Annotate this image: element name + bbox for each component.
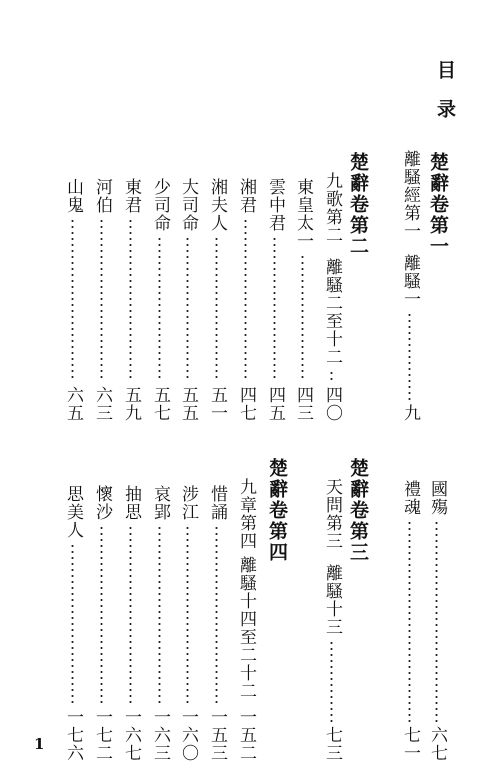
entry-subtitle: 離騷十四至二十二 — [236, 556, 256, 700]
dot-leader — [179, 525, 196, 704]
entry-subtitle: 離騷二至十二 — [322, 258, 342, 366]
toc-entry — [179, 485, 196, 762]
entry-name: 少司命 — [150, 178, 170, 232]
toc-entry-lisao — [401, 150, 418, 422]
dot-leader — [122, 218, 139, 382]
entry-name: 湘君 — [236, 178, 256, 214]
volume-1-title — [428, 152, 447, 257]
toc-entry-guoshang — [428, 480, 445, 762]
entry-name: 九歌第二 — [322, 172, 342, 244]
dot-leader — [294, 254, 311, 382]
entry-page: 四三 — [293, 386, 313, 422]
entry-page: 一六三 — [150, 708, 170, 762]
toc-entry — [266, 178, 283, 422]
dot-leader — [266, 236, 283, 382]
entry-name: 河伯 — [92, 178, 112, 214]
entry-subtitle: 離騷一 — [400, 254, 420, 308]
entry-name: 九章第四 — [236, 478, 256, 550]
toc-entry — [122, 178, 139, 422]
entry-name: 抽思 — [121, 485, 141, 521]
entry-page: 五九 — [121, 386, 141, 422]
dot-leader — [323, 640, 340, 722]
entry-page: 一六〇 — [178, 708, 198, 762]
entry-name: 山鬼 — [63, 178, 83, 214]
dot-leader — [93, 218, 110, 382]
entry-page: 五五 — [178, 386, 198, 422]
entry-name: 離騷經第一 — [400, 150, 420, 240]
volume-2-title-text: 楚辭卷第二 — [347, 152, 369, 257]
toc-entry — [151, 178, 168, 422]
toc-entry — [93, 485, 110, 762]
dot-leader — [93, 525, 110, 704]
toc-entry-tianwen — [323, 478, 340, 762]
entry-page: 四七 — [236, 386, 256, 422]
entry-page: 六七 — [427, 726, 447, 762]
entry-name: 東皇太一 — [293, 178, 313, 250]
dot-leader — [401, 312, 418, 400]
toc-entry — [151, 485, 168, 762]
entry-name: 國殤 — [427, 480, 447, 516]
entry-page: 一五三 — [207, 708, 227, 762]
entry-page: 一七二 — [92, 708, 112, 762]
dot-leader — [179, 236, 196, 382]
entry-page: 一七六 — [63, 708, 83, 762]
entry-page: 一五二 — [236, 708, 256, 762]
entry-page: 六五 — [63, 386, 83, 422]
dot-leader — [323, 370, 340, 382]
entry-name: 禮魂 — [400, 480, 420, 516]
volume-3-title — [348, 458, 367, 563]
entry-name: 大司命 — [178, 178, 198, 232]
toc-entry-lihun — [401, 480, 418, 762]
dot-leader — [208, 236, 225, 382]
toc-entry — [93, 178, 110, 422]
entry-name: 思美人 — [63, 485, 83, 539]
toc-entry — [179, 178, 196, 422]
entry-name: 涉江 — [178, 485, 198, 521]
toc-entry — [64, 178, 81, 422]
volume-1-title-text: 楚辭卷第一 — [427, 152, 449, 257]
entry-name: 哀郢 — [150, 485, 170, 521]
volume-4-title-text: 楚辭卷第四 — [266, 458, 288, 563]
dot-leader — [401, 520, 418, 722]
volume-4-title — [267, 458, 286, 563]
dot-leader — [151, 236, 168, 382]
entry-name: 天問第三 — [322, 478, 342, 550]
entry-subtitle: 離騷十三 — [322, 564, 342, 636]
entry-name: 懷沙 — [92, 485, 112, 521]
entry-page: 六三 — [92, 386, 112, 422]
entry-page: 四五 — [265, 386, 285, 422]
entry-page: 五七 — [150, 386, 170, 422]
toc-entry — [294, 178, 311, 422]
entry-name: 雲中君 — [265, 178, 285, 232]
toc-entry — [237, 178, 254, 422]
toc-entry-jiuzhang — [237, 478, 254, 762]
entry-page: 九 — [400, 404, 420, 422]
entry-page: 七一 — [400, 726, 420, 762]
dot-leader — [237, 218, 254, 382]
entry-name: 東君 — [121, 178, 141, 214]
toc-entry — [208, 485, 225, 762]
dot-leader — [64, 218, 81, 382]
page-number: 1 — [34, 735, 45, 753]
dot-leader — [428, 520, 445, 722]
dot-leader — [122, 525, 139, 704]
entry-name: 惜誦 — [207, 485, 227, 521]
entry-page: 七三 — [322, 726, 342, 762]
entry-name: 湘夫人 — [207, 178, 227, 232]
toc-entry — [64, 485, 81, 762]
volume-3-title-text: 楚辭卷第三 — [347, 458, 369, 563]
dot-leader — [151, 525, 168, 704]
volume-2-title — [348, 152, 367, 257]
toc-entry-jiuge — [323, 172, 340, 422]
page-heading: 目录 — [434, 60, 456, 138]
entry-page: 一六七 — [121, 708, 141, 762]
dot-leader — [64, 543, 81, 704]
entry-page: 四〇 — [322, 386, 342, 422]
toc-entry — [122, 485, 139, 762]
entry-page: 五一 — [207, 386, 227, 422]
dot-leader — [208, 525, 225, 704]
toc-entry — [208, 178, 225, 422]
